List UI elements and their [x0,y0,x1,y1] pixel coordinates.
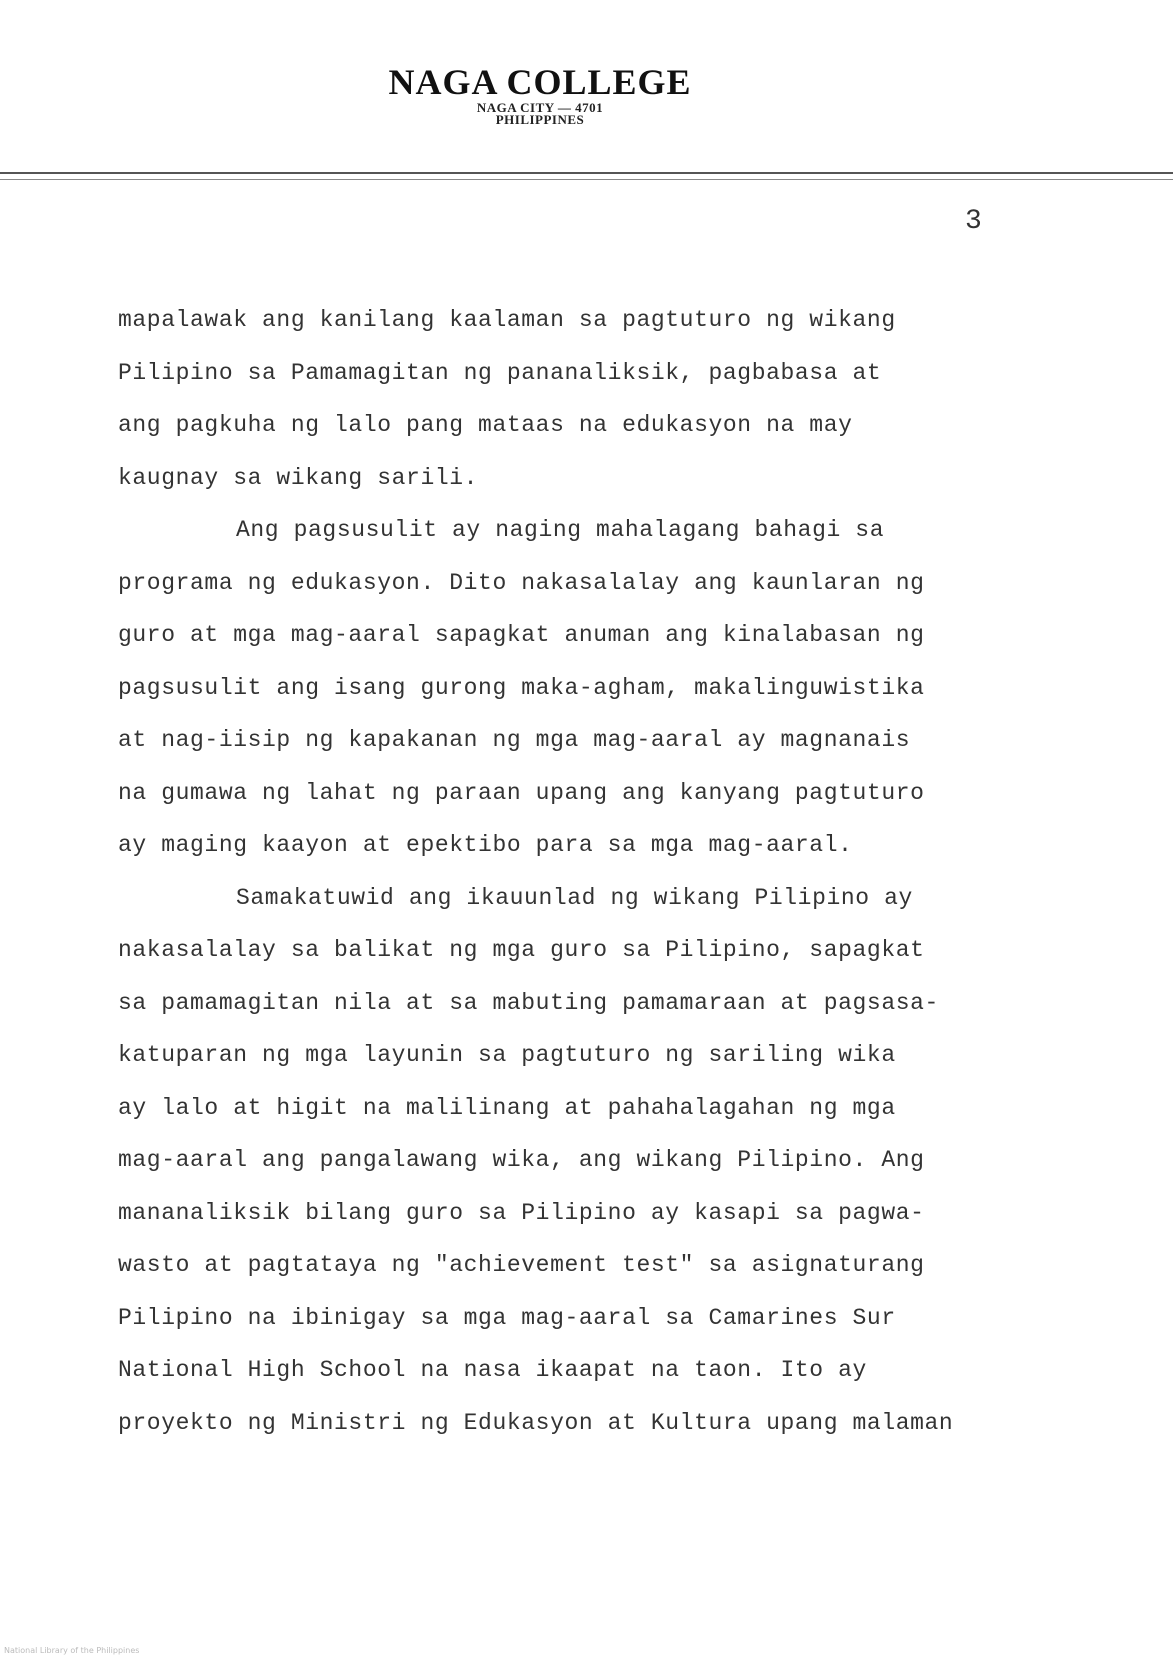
text-line: at nag-iisip ng kapakanan ng mga mag-aaral ay magnanais [118,727,911,753]
text-line: programa ng edukasyon. Dito nakasalalay ang kaunlaran ng [118,569,925,596]
text-line: proyekto ng Ministri ng Edukasyon at Kultura upang malaman [118,1409,954,1436]
text-line: Samakatuwid ang ikauunlad ng wikang Pilipino ay [236,884,913,911]
text-line: kaugnay sa wikang sarili. [118,464,479,491]
text-line: nakasalalay sa balikat ng mga guro sa Pilipino, sapagkat [118,937,925,963]
letterhead [0,62,1080,126]
text-line: guro at mga mag-aaral sapagkat anuman ang kinalabasan ng [118,622,925,648]
letterhead-rule-top [0,172,1173,174]
text-line: mag-aaral ang pangalawang wika, ang wikang Pilipino. Ang [118,1147,925,1173]
text-line: ay maging kaayon at epektibo para sa mga mag-aaral. [118,832,853,858]
text-line: wasto at pagtataya ng "achievement test" sa asignaturang [118,1252,925,1278]
text-line: Ang pagsusulit ay naging mahalagang bahagi sa [236,517,885,543]
letterhead-rule-bottom [0,179,1173,180]
document-body [118,305,1118,1460]
footer-watermark: National Library of the Philippines [4,1646,140,1655]
text-line: Pilipino na ibinigay sa mga mag-aaral sa Camarines Sur [118,1304,896,1331]
text-line: sa pamamagitan nila at sa mabuting pamamaraan at pagsasa- [118,989,939,1016]
college-country: PHILIPPINES [495,112,585,127]
text-line: Pilipino sa Pamamagitan ng pananaliksik, pagbabasa at [118,359,882,386]
text-line: ang pagkuha ng lalo pang mataas na edukasyon na may [118,412,853,438]
text-line: ay lalo at higit na malilinang at pahahalagahan ng mga [118,1094,896,1121]
text-line: mapalawak ang kanilang kaalaman sa pagtuturo ng wikang [118,307,896,333]
page-number: 3 [965,206,982,237]
text-line: pagsusulit ang isang gurong maka-agham, makalinguwistika [118,674,925,701]
college-name: NAGA COLLEGE [388,62,692,102]
text-line: National High School na nasa ikaapat na taon. Ito ay [118,1357,867,1383]
text-line: na gumawa ng lahat ng paraan upang ang kanyang pagtuturo [118,779,925,806]
text-line: mananaliksik bilang guro sa Pilipino ay kasapi sa pagwa- [118,1199,925,1226]
college-city: NAGA CITY — 4701 [476,100,604,115]
text-line: katuparan ng mga layunin sa pagtuturo ng sariling wika [118,1042,896,1068]
